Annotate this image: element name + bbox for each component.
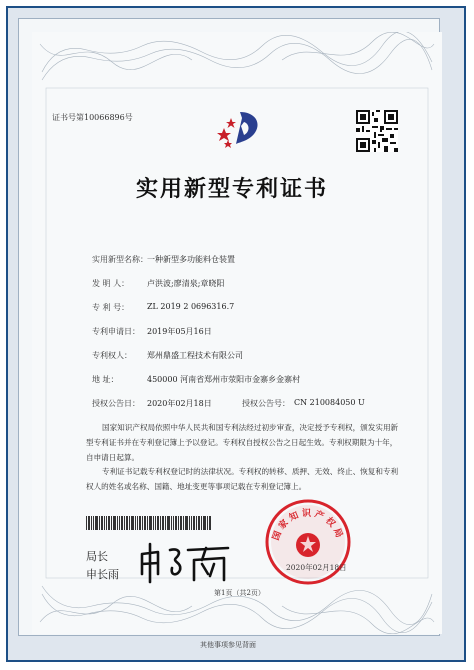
page-number: 第1页（共2页）	[214, 589, 265, 597]
grant-date-label: 授权公告日：	[92, 399, 140, 408]
grant-statement-paragraph: 国家知识产权局依照中华人民共和国专利法经过初步审查，决定授予专利权，颁发实用新型专利证书并在专利登记簿上予以登记。专利权自授权公告之日起生效。专利权期限为十年，自申请日起算。	[86, 423, 399, 462]
director-name: 申长雨	[86, 568, 119, 581]
svg-text:国家知识产权局: 国家知识产权局	[271, 509, 345, 542]
name-value: 一种新型多功能料仓装置	[147, 255, 235, 264]
certificate-title: 实用新型专利证书	[136, 176, 329, 202]
certificate-page	[32, 32, 442, 634]
certificate-number: 证书号第10066896号	[52, 113, 133, 122]
signature-image	[136, 540, 232, 584]
footer-note: 其他事项参见背面	[200, 641, 256, 649]
patentee-value: 郑州鼎盛工程技术有限公司	[147, 351, 243, 360]
legal-status-paragraph: 专利证书记载专利权登记时的法律状况。专利权的转移、质押、无效、终止、恢复和专利权人的姓名或名称、国籍、地址变更等事项记载在专利登记簿上。	[86, 467, 399, 491]
barcode-icon	[86, 516, 212, 530]
grant-date-value: 2020年02月18日	[147, 399, 212, 408]
director-title: 局长	[86, 550, 108, 563]
inventor-label: 发 明 人：	[92, 279, 130, 288]
patent-number-label: 专 利 号：	[92, 303, 130, 312]
filing-date-label: 专利申请日：	[92, 327, 140, 336]
patentee-label: 专利权人：	[92, 351, 132, 360]
filing-date-value: 2019年05月16日	[147, 327, 212, 336]
grant-number-label: 授权公告号：	[242, 399, 290, 408]
cnipa-logo-icon	[214, 104, 264, 154]
grant-number-value: CN 210084050 U	[294, 398, 365, 407]
patent-number-value: ZL 2019 2 0696316.7	[147, 302, 235, 311]
name-label: 实用新型名称：	[92, 255, 148, 264]
address-value: 450000 河南省郑州市荥阳市金寨乡金寨村	[147, 375, 301, 384]
qr-code-icon	[356, 110, 398, 152]
inventor-value: 卢洪波;廖清泉;章晓阳	[147, 279, 225, 288]
address-label: 地 址：	[92, 375, 119, 384]
stamp-date: 2020年02月18日	[286, 563, 347, 572]
